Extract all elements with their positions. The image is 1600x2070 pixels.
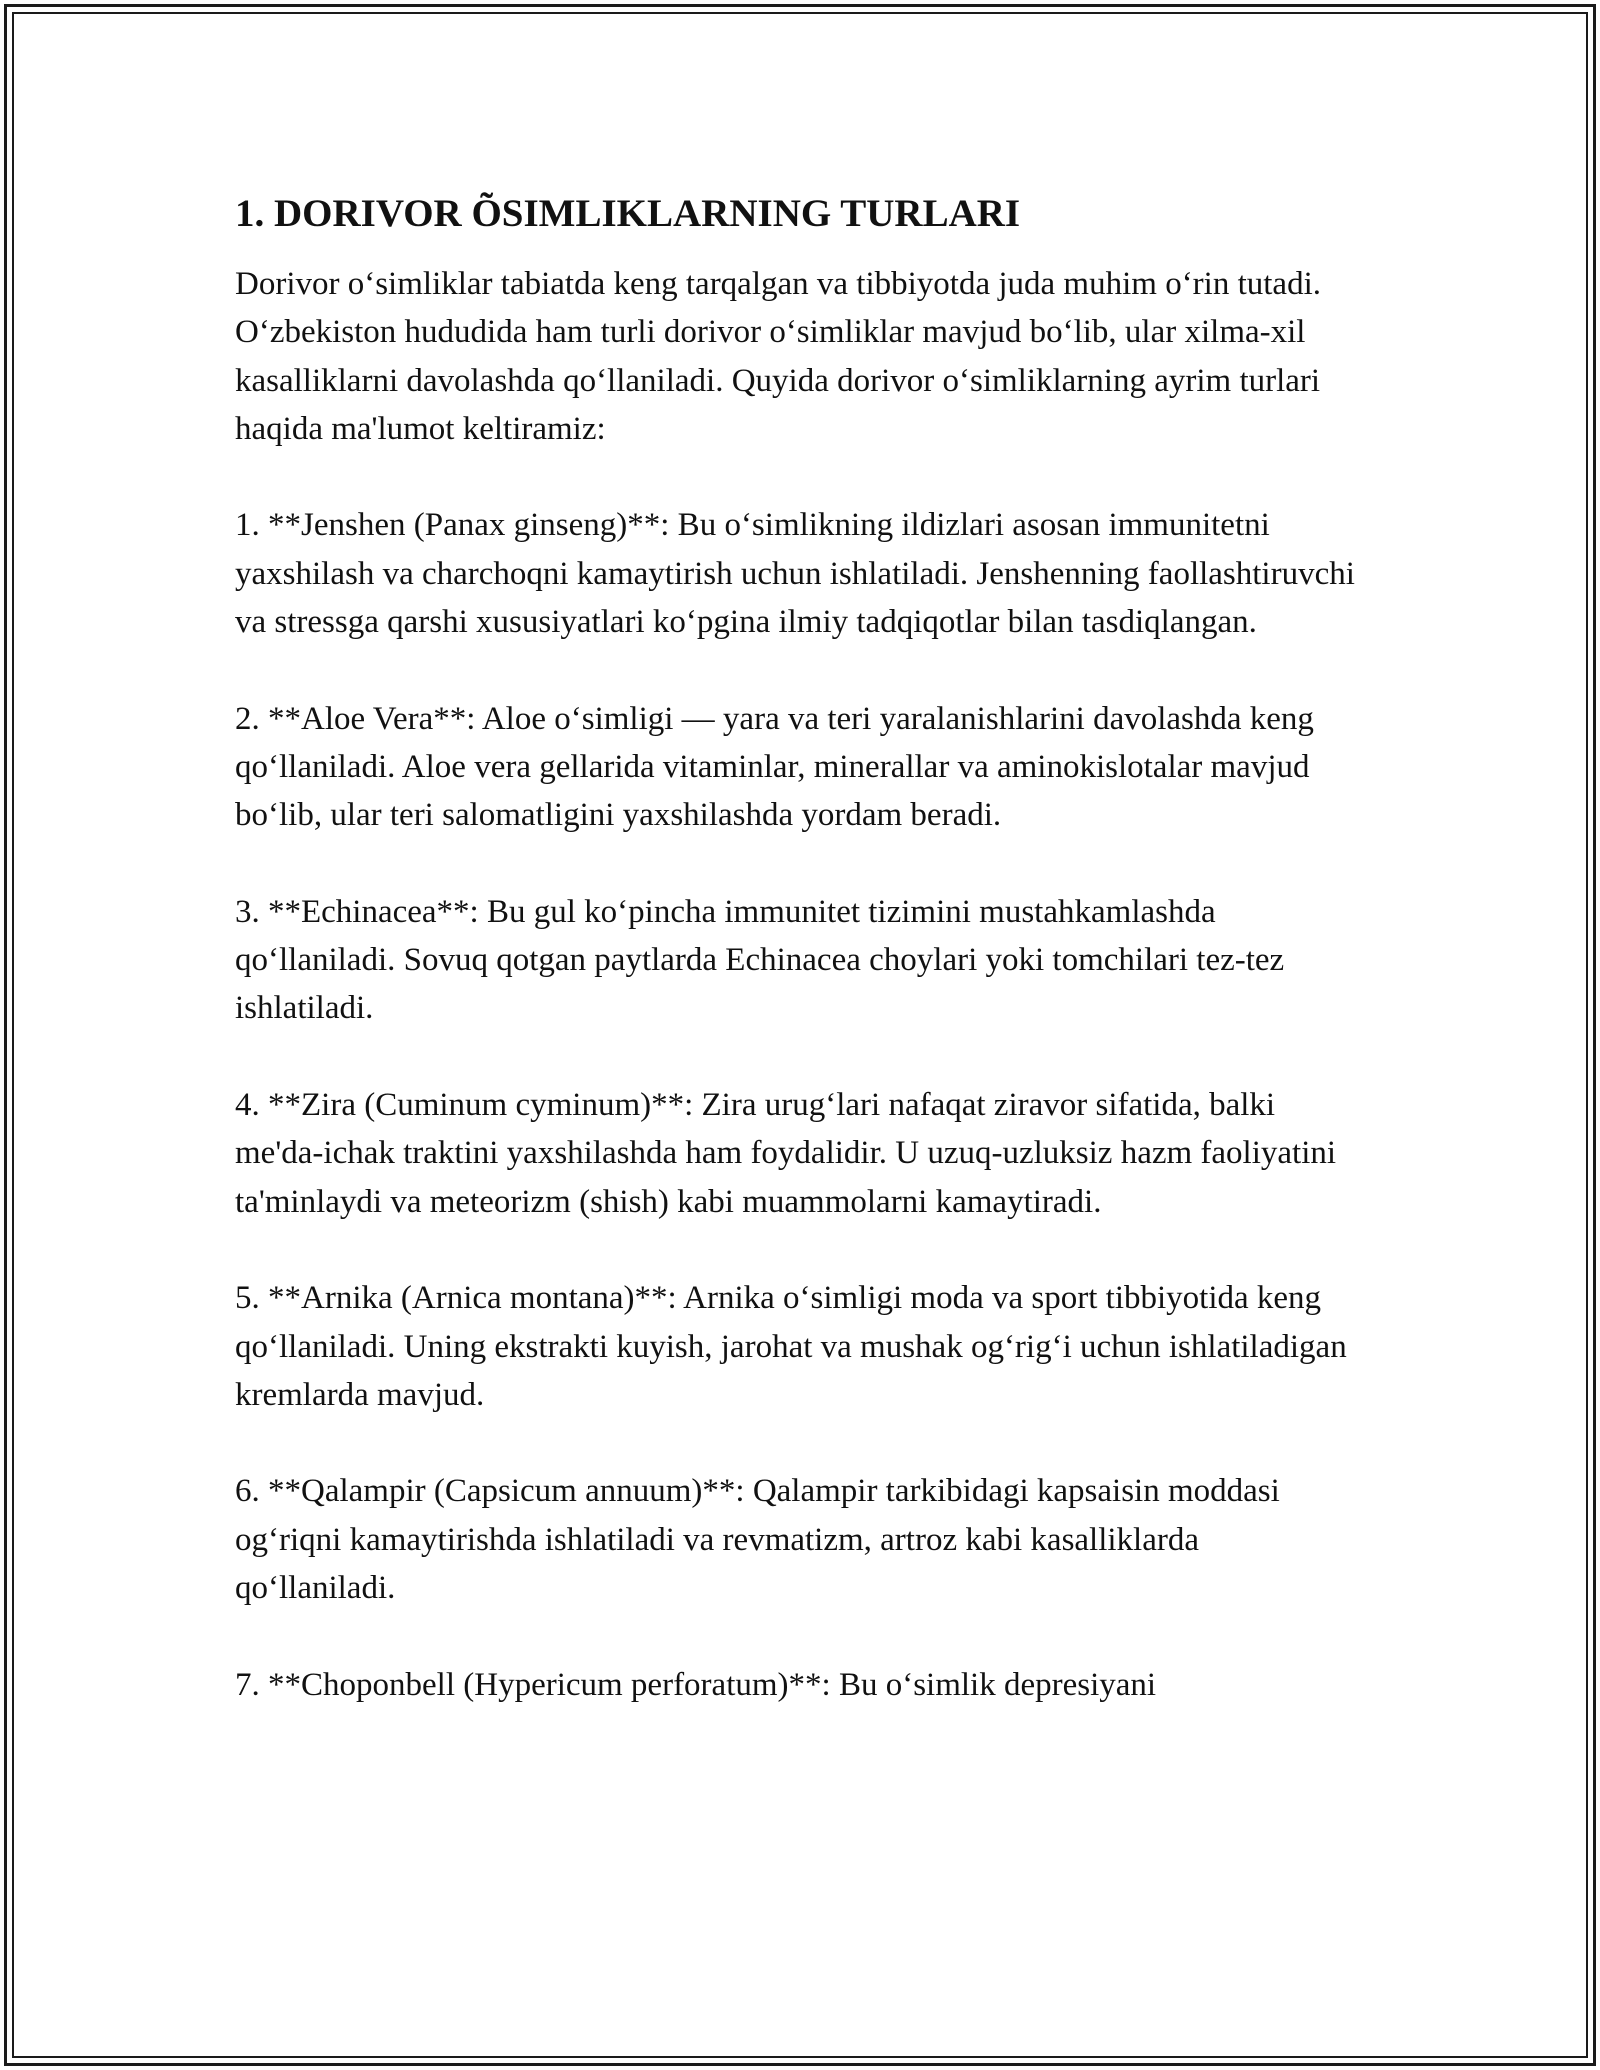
section-heading: 1. DORIVOR ÕSIMLIKLARNING TURLARI xyxy=(235,192,1021,235)
list-item-arnika: 5. **Arnika (Arnica montana)**: Arnika o‘simligi moda va sport tibbiyotida keng qo‘llaniladi. Uning ekstrakti kuyish, jarohat va mushak og‘rig‘i uchun ishlatiladigan kremlarda mavjud. xyxy=(235,1280,1347,1413)
list-item-qalampir: 6. **Qalampir (Capsicum annuum)**: Qalampir tarkibidagi kapsaisin moddasi og‘riqni kamaytirishda ishlatiladi va revmatizm, artroz kabi kasalliklarda qo‘llaniladi. xyxy=(235,1473,1280,1607)
list-item-echinacea: 3. **Echinacea**: Bu gul ko‘pincha immunitet tizimini mustahkamlashda qo‘llaniladi. Sovuq qotgan paytlarda Echinacea choylari yoki tomchilari tez-tez ishlatiladi. xyxy=(235,893,1285,1027)
list-item-aloe-vera: 2. **Aloe Vera**: Aloe o‘simligi — yara va teri yaralanishlarini davolashda keng qo‘llaniladi. Aloe vera gellarida vitaminlar, minerallar va aminokislotalar mavjud bo‘lib, ular teri salomatligini yaxshilashda yordam beradi. xyxy=(235,700,1314,834)
list-item-zira: 4. **Zira (Cuminum cyminum)**: Zira urug‘lari nafaqat ziravor sifatida, balki me'da-ichak traktini yaxshilashda ham foydalidir. U uzuq-uzluksiz hazm faoliyatini ta'minlaydi va meteorizm (shish) kabi muammolarni kamaytiradi. xyxy=(235,1087,1337,1220)
intro-paragraph: Dorivor o‘simliklar tabiatda keng tarqalgan va tibbiyotda juda muhim o‘rin tutadi. O‘zbekiston hududida ham turli dorivor o‘simliklar mavjud bo‘lib, ular xilma-xil kasalliklarni davolashda qo‘llaniladi. Quyida dorivor o‘simliklarning ayrim turlari haqida ma'lumot keltiramiz: xyxy=(235,266,1321,447)
document-body xyxy=(235,186,1365,1709)
list-item-choponbell: 7. **Choponbell (Hypericum perforatum)**: Bu o‘simlik depresiyani xyxy=(235,1666,1157,1703)
list-item-jenshen: 1. **Jenshen (Panax ginseng)**: Bu o‘simlikning ildizlari asosan immunitetni yaxshilash va charchoqni kamaytirish uchun ishlatiladi. Jenshenning faollashtiruvchi va stressga qarshi xususiyatlari ko‘pgina ilmiy tadqiqotlar bilan tasdiqlangan. xyxy=(235,507,1355,641)
